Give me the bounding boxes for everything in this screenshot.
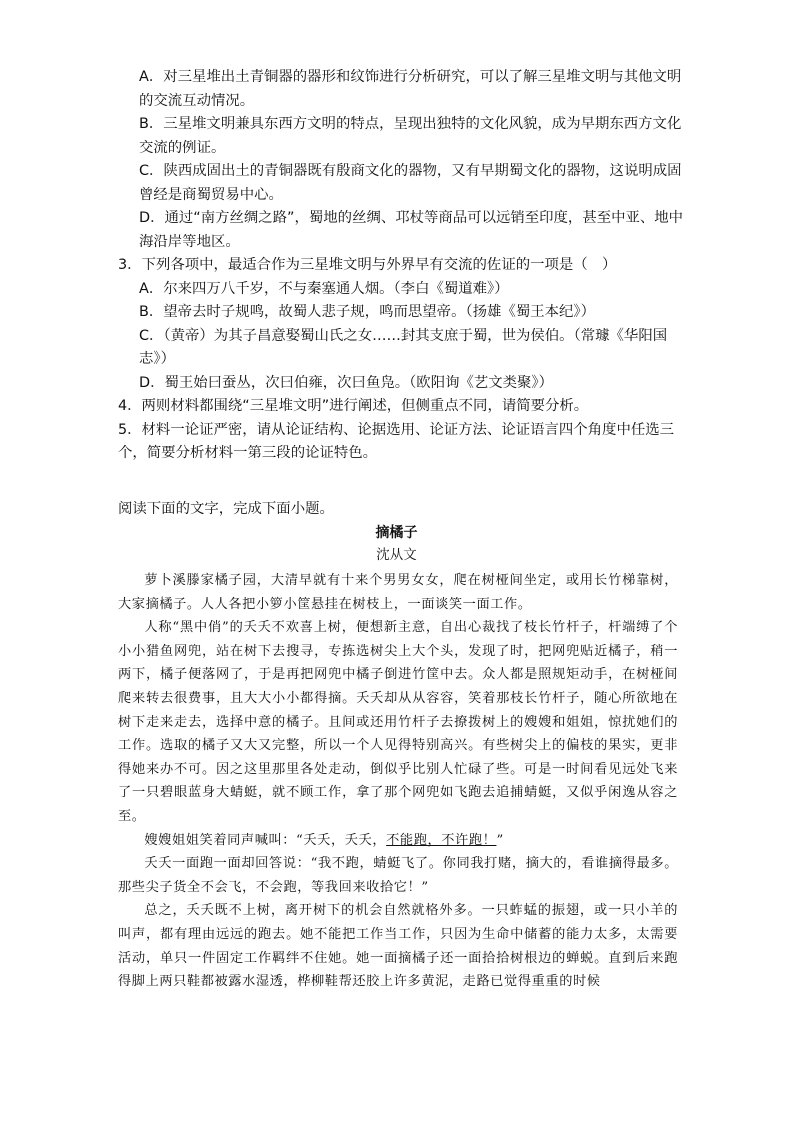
option-text-line: 交流的例证。	[139, 139, 226, 156]
passage-author: 沈从文	[376, 547, 417, 563]
option-text-line: A．对三星堆出土青铜器的器形和纹饰进行分析研究，可以了解三星堆文明与其他文明	[139, 69, 682, 85]
q3-option-c: C．（黄帝）为其子昌意娶蜀山氏之女……封其支庶于蜀，世为侯伯。（常璩《华阳国	[139, 327, 668, 344]
paragraph-text: 嫂嫂姐姐笑着同声喊叫：“夭夭，夭夭，	[144, 832, 387, 848]
option-text-line: 曾经是商蜀贸易中心。	[139, 186, 283, 203]
question-block	[118, 66, 684, 466]
question-5-cont: 个，简要分析材料一第三段的论证特色。	[118, 445, 378, 461]
q2-option-c	[118, 160, 682, 207]
q3-option-b: B．望帝去时子规鸣，故蜀人悲子规，鸣而思望帝。（扬雄《蜀王本纪》）	[139, 304, 595, 320]
option-text-line: C．陕西成固出土的青铜器既有殷商文化的器物，又有早期蜀文化的器物，这说明成固	[139, 163, 682, 179]
paragraph: 总之，夭夭既不上树，离开树下的机会自然就格外多。一只蚱蜢的振翅，或一只小羊的叫声，都有理由远远的跑去。她不能把工作当工作，只因为生命中储蓄的能力太多，太需要活动，单只一件固定工作羁绊不住她。她一面摘橘子还一面拾拾树根边的蝉蜕。直到后来跑得脚上两只鞋都被露水湿透，桦柳鞋帮还胶上许多黄泥，走路已觉得重重的时候	[118, 903, 678, 990]
passage-title: 摘橘子	[375, 525, 418, 541]
reading-instruction: 阅读下面的文字，完成下面小题。	[118, 501, 334, 517]
q2-option-d	[118, 207, 684, 254]
passage-body	[118, 569, 678, 994]
paragraph	[118, 829, 678, 853]
q3-option-d: D．蜀王始曰蚕丛，次曰伯雍，次曰鱼凫。（欧阳询《艺文类聚》）	[139, 374, 554, 391]
q3-option-a: A．尔来四万八千岁，不与秦塞通人烟。（李白《蜀道难》）	[139, 280, 509, 297]
paragraph: 夭夭一面跑一面却回答说：“我不跑，蜻蜓飞了。你同我打赌，摘大的，看谁摘得最多。那些尖子货全不会飞，不会跑，等我回来收拾它！”	[118, 856, 678, 895]
paragraph: 萝卜溪滕家橘子园，大清早就有十来个男男女女，爬在树桠间坐定，或用长竹梯靠树，大家摘橘子。人人各把小箩小筐悬挂在树枝上，一面谈笑一面工作。	[118, 573, 678, 612]
question-4: 4．两则材料都围绕“三星堆文明”进行阐述，但侧重点不同，请简要分析。	[118, 398, 589, 414]
option-text-line: D．通过“南方丝绸之路”，蜀地的丝绸、邛杖等商品可以远销至印度，甚至中亚、地中	[139, 210, 684, 226]
paragraph-text: ”	[496, 832, 504, 848]
underlined-phrase: 不能跑，不许跑！	[386, 832, 497, 848]
question-3-stem: 3．下列各项中，最适合作为三星堆文明与外界早有交流的佐证的一项是（ ）	[118, 257, 617, 273]
q3-option-c-cont: 志》）	[139, 351, 175, 367]
option-text-line: 海沿岸等地区。	[139, 233, 240, 250]
option-text-line: 的交流互动情况。	[139, 92, 255, 109]
paragraph: 人称“黑中俏”的夭夭不欢喜上树，便想新主意，自出心裁找了枝长竹杆子，杆端缚了个小小猎鱼网兜，站在树下去搜寻，专拣选树尖上大个头，发现了时，把网兜贴近橘子，稍一两下，橘子便落网了，于是再把网兜中橘子倒进竹筐中去。众人都是照规矩动手，在树桠间爬来转去很费事，且大大小小都得摘。夭夭却从从容容，笑着那枝长竹杆子，随心所欲地在树下走来走去，选择中意的橘子。且间或还用竹杆子去撩拨树上的嫂嫂和姐姐，惊扰她们的工作。选取的橘子又大又完整，所以一个人见得特别高兴。有些树尖上的偏枝的果实，更非得她来办不可。因之这里那里各处走动，倒似乎比别人忙碌了些。可是一时间看见远处飞来了一只碧眼蓝身大蜻蜓，就不顾工作，拿了那个网兜如飞跑去追捕蜻蜓，又似乎闲逸从容之至。	[118, 620, 678, 824]
q2-option-b	[118, 113, 682, 160]
option-text-line: B．三星堆文明兼具东西方文明的特点，呈现出独特的文化风貌，成为早期东西方文化	[139, 116, 682, 132]
question-5: 5．材料一论证严密，请从论证结构、论据选用、论证方法、论证语言四个角度中任选三	[118, 421, 675, 438]
q2-option-a	[118, 66, 682, 113]
